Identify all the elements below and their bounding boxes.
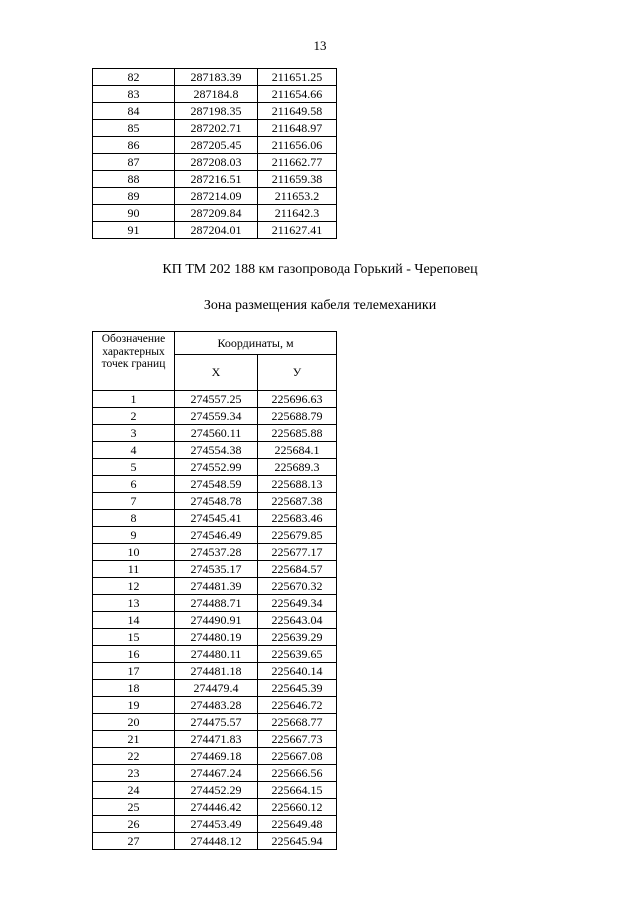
- point-number-cell: 86: [93, 137, 175, 154]
- table-row: [93, 120, 337, 137]
- point-number-cell: 10: [93, 544, 175, 561]
- x-coordinate-cell: 274546.49: [175, 527, 258, 544]
- point-number-cell: 3: [93, 425, 175, 442]
- table-row: [93, 697, 337, 714]
- point-number-cell: 2: [93, 408, 175, 425]
- point-number-cell: 26: [93, 816, 175, 833]
- x-coordinate-cell: 287208.03: [175, 154, 258, 171]
- y-coordinate-cell: 225667.08: [258, 748, 337, 765]
- table-row: [93, 137, 337, 154]
- x-coordinate-cell: 274469.18: [175, 748, 258, 765]
- table-row: [93, 510, 337, 527]
- table-row: [93, 222, 337, 239]
- point-number-cell: 8: [93, 510, 175, 527]
- point-number-cell: 89: [93, 188, 175, 205]
- table-row: [93, 799, 337, 816]
- y-coordinate-cell: 211649.58: [258, 103, 337, 120]
- point-number-cell: 16: [93, 646, 175, 663]
- table-row: [93, 646, 337, 663]
- point-number-cell: 21: [93, 731, 175, 748]
- table-row: [93, 171, 337, 188]
- x-coordinate-cell: 287198.35: [175, 103, 258, 120]
- point-number-cell: 23: [93, 765, 175, 782]
- y-coordinate-cell: 225643.04: [258, 612, 337, 629]
- table-row: [93, 476, 337, 493]
- table-row: [93, 748, 337, 765]
- coordinates-table: [92, 331, 337, 850]
- x-coordinate-cell: 287216.51: [175, 171, 258, 188]
- y-coordinate-cell: 211654.66: [258, 86, 337, 103]
- x-coordinate-cell: 274560.11: [175, 425, 258, 442]
- point-number-cell: 88: [93, 171, 175, 188]
- y-coordinate-cell: 211651.25: [258, 69, 337, 86]
- x-coordinate-cell: 274446.42: [175, 799, 258, 816]
- x-coordinate-cell: 287184.8: [175, 86, 258, 103]
- x-coordinate-cell: 274467.24: [175, 765, 258, 782]
- table-row: [93, 612, 337, 629]
- y-coordinate-cell: 225660.12: [258, 799, 337, 816]
- y-coordinate-cell: 225645.94: [258, 833, 337, 850]
- point-number-cell: 15: [93, 629, 175, 646]
- section-subtitle: Зона размещения кабеля телемеханики: [203, 298, 437, 313]
- table-row: [93, 69, 337, 86]
- point-number-cell: 9: [93, 527, 175, 544]
- point-number-cell: 27: [93, 833, 175, 850]
- x-coordinate-cell: 287202.71: [175, 120, 258, 137]
- x-coordinate-cell: 274552.99: [175, 459, 258, 476]
- table-body: [93, 69, 337, 239]
- y-coordinate-cell: 225649.34: [258, 595, 337, 612]
- y-coordinate-cell: 225683.46: [258, 510, 337, 527]
- table-row: [93, 459, 337, 476]
- y-coordinate-cell: 211659.38: [258, 171, 337, 188]
- table-row: [93, 731, 337, 748]
- y-coordinate-cell: 225639.29: [258, 629, 337, 646]
- x-coordinate-cell: 274448.12: [175, 833, 258, 850]
- table-row: [93, 86, 337, 103]
- x-coordinate-cell: 274453.49: [175, 816, 258, 833]
- point-number-cell: 4: [93, 442, 175, 459]
- point-number-cell: 85: [93, 120, 175, 137]
- point-number-cell: 90: [93, 205, 175, 222]
- y-coordinate-cell: 225684.1: [258, 442, 337, 459]
- table-row: [93, 578, 337, 595]
- x-coordinate-cell: 274545.41: [175, 510, 258, 527]
- x-coordinate-cell: 287183.39: [175, 69, 258, 86]
- y-coordinate-cell: 225666.56: [258, 765, 337, 782]
- point-number-cell: 20: [93, 714, 175, 731]
- y-coordinate-cell: 211656.06: [258, 137, 337, 154]
- y-coordinate-cell: 225639.65: [258, 646, 337, 663]
- point-number-cell: 14: [93, 612, 175, 629]
- table-header: [93, 332, 337, 391]
- table-body: [93, 391, 337, 850]
- x-coordinate-cell: 287204.01: [175, 222, 258, 239]
- point-number-cell: 82: [93, 69, 175, 86]
- point-number-cell: 17: [93, 663, 175, 680]
- x-coordinate-cell: 274480.19: [175, 629, 258, 646]
- y-coordinate-cell: 225640.14: [258, 663, 337, 680]
- point-number-cell: 91: [93, 222, 175, 239]
- table-row: [93, 205, 337, 222]
- y-coordinate-cell: 225687.38: [258, 493, 337, 510]
- x-coordinate-cell: 274481.39: [175, 578, 258, 595]
- y-coordinate-cell: 225696.63: [258, 391, 337, 408]
- point-number-cell: 25: [93, 799, 175, 816]
- table-row: [93, 442, 337, 459]
- y-coordinate-cell: 225667.73: [258, 731, 337, 748]
- table-row: [93, 595, 337, 612]
- x-coordinate-cell: 274471.83: [175, 731, 258, 748]
- point-number-cell: 7: [93, 493, 175, 510]
- x-coordinate-cell: 287214.09: [175, 188, 258, 205]
- header-x: Х: [175, 355, 258, 391]
- point-number-cell: 24: [93, 782, 175, 799]
- table-row: [93, 833, 337, 850]
- y-coordinate-cell: 225668.77: [258, 714, 337, 731]
- point-number-cell: 12: [93, 578, 175, 595]
- header-y: У: [258, 355, 337, 391]
- y-coordinate-cell: 225679.85: [258, 527, 337, 544]
- point-number-cell: 11: [93, 561, 175, 578]
- header-coordinates: Координаты, м: [175, 332, 337, 355]
- table-row: [93, 544, 337, 561]
- y-coordinate-cell: 211653.2: [258, 188, 337, 205]
- table-row: [93, 714, 337, 731]
- x-coordinate-cell: 274452.29: [175, 782, 258, 799]
- table-row: [93, 629, 337, 646]
- x-coordinate-cell: 274480.11: [175, 646, 258, 663]
- point-number-cell: 19: [93, 697, 175, 714]
- point-number-cell: 22: [93, 748, 175, 765]
- x-coordinate-cell: 274490.91: [175, 612, 258, 629]
- point-number-cell: 6: [93, 476, 175, 493]
- y-coordinate-cell: 211662.77: [258, 154, 337, 171]
- x-coordinate-cell: 274488.71: [175, 595, 258, 612]
- table-row: [93, 493, 337, 510]
- y-coordinate-cell: 225677.17: [258, 544, 337, 561]
- page-number: 13: [313, 38, 327, 53]
- x-coordinate-cell: 287209.84: [175, 205, 258, 222]
- table-row: [93, 103, 337, 120]
- x-coordinate-cell: 274537.28: [175, 544, 258, 561]
- table-row: [93, 663, 337, 680]
- x-coordinate-cell: 274475.57: [175, 714, 258, 731]
- x-coordinate-cell: 274559.34: [175, 408, 258, 425]
- y-coordinate-cell: 225649.48: [258, 816, 337, 833]
- x-coordinate-cell: 274557.25: [175, 391, 258, 408]
- y-coordinate-cell: 211648.97: [258, 120, 337, 137]
- y-coordinate-cell: 225645.39: [258, 680, 337, 697]
- x-coordinate-cell: 274548.59: [175, 476, 258, 493]
- point-number-cell: 84: [93, 103, 175, 120]
- y-coordinate-cell: 225670.32: [258, 578, 337, 595]
- x-coordinate-cell: 274535.17: [175, 561, 258, 578]
- table-row: [93, 391, 337, 408]
- y-coordinate-cell: 225685.88: [258, 425, 337, 442]
- table-row: [93, 154, 337, 171]
- header-designation: Обозначение характерных точек границ: [93, 332, 175, 391]
- section-title: КП ТМ 202 188 км газопровода Горький - Череповец: [162, 262, 478, 277]
- x-coordinate-cell: 274479.4: [175, 680, 258, 697]
- x-coordinate-cell: 287205.45: [175, 137, 258, 154]
- point-number-cell: 83: [93, 86, 175, 103]
- table-row: [93, 425, 337, 442]
- y-coordinate-cell: 225688.13: [258, 476, 337, 493]
- y-coordinate-cell: 225688.79: [258, 408, 337, 425]
- y-coordinate-cell: 225689.3: [258, 459, 337, 476]
- y-coordinate-cell: 225664.15: [258, 782, 337, 799]
- x-coordinate-cell: 274548.78: [175, 493, 258, 510]
- point-number-cell: 87: [93, 154, 175, 171]
- table-row: [93, 527, 337, 544]
- coordinates-table-continued: [92, 68, 337, 239]
- y-coordinate-cell: 225684.57: [258, 561, 337, 578]
- header-row: [93, 332, 337, 355]
- y-coordinate-cell: 225646.72: [258, 697, 337, 714]
- point-number-cell: 18: [93, 680, 175, 697]
- x-coordinate-cell: 274554.38: [175, 442, 258, 459]
- point-number-cell: 1: [93, 391, 175, 408]
- table-row: [93, 816, 337, 833]
- table-row: [93, 561, 337, 578]
- table-row: [93, 408, 337, 425]
- point-number-cell: 5: [93, 459, 175, 476]
- table-row: [93, 765, 337, 782]
- y-coordinate-cell: 211642.3: [258, 205, 337, 222]
- y-coordinate-cell: 211627.41: [258, 222, 337, 239]
- table-row: [93, 188, 337, 205]
- point-number-cell: 13: [93, 595, 175, 612]
- table-row: [93, 782, 337, 799]
- table-row: [93, 680, 337, 697]
- x-coordinate-cell: 274483.28: [175, 697, 258, 714]
- x-coordinate-cell: 274481.18: [175, 663, 258, 680]
